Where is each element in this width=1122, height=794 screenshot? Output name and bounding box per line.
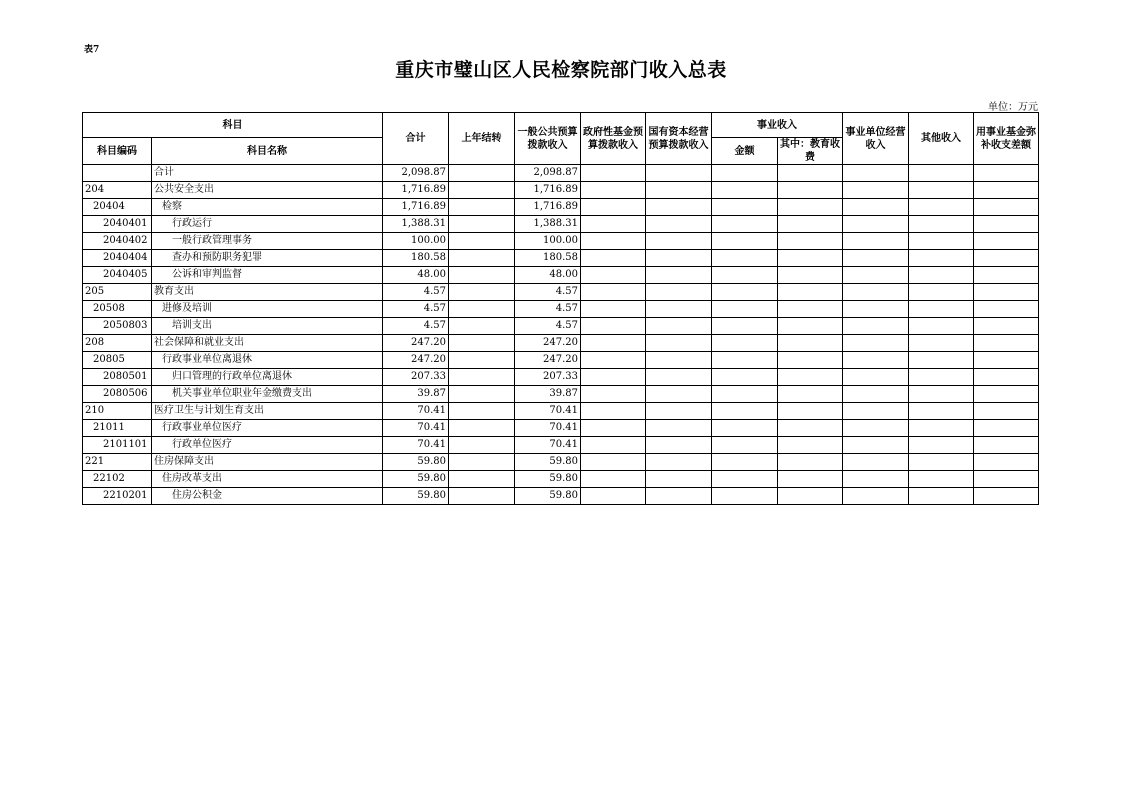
edu-fee-cell (778, 420, 843, 437)
edu-fee-cell (778, 199, 843, 216)
fund-balance-cell (974, 437, 1039, 454)
header-subject: 科目 (83, 113, 383, 138)
subject-name-cell: 归口管理的行政单位离退休 (152, 369, 383, 386)
general-budget-cell: 70.41 (515, 437, 581, 454)
fund-balance-cell (974, 318, 1039, 335)
gov-fund-cell (581, 386, 646, 403)
total-cell: 59.80 (383, 454, 449, 471)
table-row (83, 454, 1039, 471)
header-business-income: 事业收入 (712, 113, 843, 138)
table-row (83, 267, 1039, 284)
subject-code-cell: 208 (83, 335, 152, 352)
carryover-cell (449, 284, 515, 301)
fund-balance-cell (974, 488, 1039, 505)
subject-code-cell: 2040402 (83, 233, 152, 250)
fund-balance-cell (974, 199, 1039, 216)
subject-name-cell: 机关事业单位职业年金缴费支出 (152, 386, 383, 403)
carryover-cell (449, 352, 515, 369)
subject-code-cell: 210 (83, 403, 152, 420)
general-budget-cell: 59.80 (515, 454, 581, 471)
unit-operation-cell (843, 233, 909, 250)
fund-balance-cell (974, 386, 1039, 403)
subject-name-cell: 住房保障支出 (152, 454, 383, 471)
fund-balance-cell (974, 250, 1039, 267)
state-capital-cell (646, 199, 712, 216)
unit-operation-cell (843, 216, 909, 233)
subject-name-cell: 教育支出 (152, 284, 383, 301)
other-income-cell (909, 165, 974, 182)
fund-balance-cell (974, 267, 1039, 284)
gov-fund-cell (581, 420, 646, 437)
table-row (83, 386, 1039, 403)
table-row (83, 284, 1039, 301)
general-budget-cell: 207.33 (515, 369, 581, 386)
edu-fee-cell (778, 284, 843, 301)
subject-name-cell: 进修及培训 (152, 301, 383, 318)
carryover-cell (449, 454, 515, 471)
edu-fee-cell (778, 267, 843, 284)
state-capital-cell (646, 250, 712, 267)
state-capital-cell (646, 233, 712, 250)
subject-code-cell: 22102 (83, 471, 152, 488)
business-amount-cell (712, 352, 778, 369)
total-cell: 1,716.89 (383, 182, 449, 199)
total-cell: 1,716.89 (383, 199, 449, 216)
subject-code-cell: 204 (83, 182, 152, 199)
fund-balance-cell (974, 284, 1039, 301)
other-income-cell (909, 301, 974, 318)
subject-code-cell: 221 (83, 454, 152, 471)
business-amount-cell (712, 471, 778, 488)
header-state-capital: 国有资本经营预算拨款收入 (646, 113, 712, 165)
gov-fund-cell (581, 454, 646, 471)
unit-operation-cell (843, 335, 909, 352)
carryover-cell (449, 403, 515, 420)
table-row (83, 216, 1039, 233)
unit-operation-cell (843, 182, 909, 199)
business-amount-cell (712, 301, 778, 318)
subject-name-cell: 合计 (152, 165, 383, 182)
state-capital-cell (646, 216, 712, 233)
table-number-label: 表7 (84, 45, 100, 55)
general-budget-cell: 2,098.87 (515, 165, 581, 182)
unit-operation-cell (843, 318, 909, 335)
general-budget-cell: 4.57 (515, 301, 581, 318)
total-cell: 59.80 (383, 471, 449, 488)
carryover-cell (449, 199, 515, 216)
fund-balance-cell (974, 233, 1039, 250)
gov-fund-cell (581, 488, 646, 505)
edu-fee-cell (778, 301, 843, 318)
edu-fee-cell (778, 403, 843, 420)
total-cell: 2,098.87 (383, 165, 449, 182)
fund-balance-cell (974, 301, 1039, 318)
other-income-cell (909, 369, 974, 386)
subject-name-cell: 行政事业单位离退休 (152, 352, 383, 369)
subject-name-cell: 一般行政管理事务 (152, 233, 383, 250)
business-amount-cell (712, 233, 778, 250)
subject-name-cell: 住房公积金 (152, 488, 383, 505)
subject-name-cell: 公共安全支出 (152, 182, 383, 199)
table-row (83, 437, 1039, 454)
edu-fee-cell (778, 250, 843, 267)
gov-fund-cell (581, 301, 646, 318)
carryover-cell (449, 301, 515, 318)
business-amount-cell (712, 318, 778, 335)
subject-name-cell: 查办和预防职务犯罪 (152, 250, 383, 267)
total-cell: 59.80 (383, 488, 449, 505)
unit-operation-cell (843, 471, 909, 488)
total-cell: 180.58 (383, 250, 449, 267)
business-amount-cell (712, 454, 778, 471)
unit-operation-cell (843, 284, 909, 301)
state-capital-cell (646, 267, 712, 284)
general-budget-cell: 100.00 (515, 233, 581, 250)
header-subject-code: 科目编码 (83, 138, 152, 165)
subject-name-cell: 行政单位医疗 (152, 437, 383, 454)
edu-fee-cell (778, 454, 843, 471)
gov-fund-cell (581, 182, 646, 199)
other-income-cell (909, 216, 974, 233)
header-gov-fund: 政府性基金预算拨款收入 (581, 113, 646, 165)
state-capital-cell (646, 301, 712, 318)
table-row (83, 182, 1039, 199)
carryover-cell (449, 437, 515, 454)
other-income-cell (909, 233, 974, 250)
subject-name-cell: 社会保障和就业支出 (152, 335, 383, 352)
unit-operation-cell (843, 199, 909, 216)
carryover-cell (449, 420, 515, 437)
unit-operation-cell (843, 165, 909, 182)
table-row (83, 471, 1039, 488)
general-budget-cell: 59.80 (515, 471, 581, 488)
general-budget-cell: 180.58 (515, 250, 581, 267)
other-income-cell (909, 335, 974, 352)
subject-name-cell: 检察 (152, 199, 383, 216)
subject-name-cell: 住房改革支出 (152, 471, 383, 488)
other-income-cell (909, 471, 974, 488)
edu-fee-cell (778, 471, 843, 488)
other-income-cell (909, 182, 974, 199)
edu-fee-cell (778, 182, 843, 199)
edu-fee-cell (778, 216, 843, 233)
unit-operation-cell (843, 352, 909, 369)
fund-balance-cell (974, 420, 1039, 437)
unit-operation-cell (843, 250, 909, 267)
subject-code-cell (83, 165, 152, 182)
table-row (83, 403, 1039, 420)
edu-fee-cell (778, 437, 843, 454)
general-budget-cell: 4.57 (515, 318, 581, 335)
header-edu-fee: 其中：教育收费 (778, 138, 843, 165)
business-amount-cell (712, 420, 778, 437)
gov-fund-cell (581, 369, 646, 386)
other-income-cell (909, 352, 974, 369)
business-amount-cell (712, 267, 778, 284)
edu-fee-cell (778, 352, 843, 369)
subject-code-cell: 20508 (83, 301, 152, 318)
state-capital-cell (646, 284, 712, 301)
business-amount-cell (712, 165, 778, 182)
table-row (83, 250, 1039, 267)
business-amount-cell (712, 199, 778, 216)
general-budget-cell: 247.20 (515, 352, 581, 369)
general-budget-cell: 48.00 (515, 267, 581, 284)
other-income-cell (909, 454, 974, 471)
state-capital-cell (646, 386, 712, 403)
unit-operation-cell (843, 488, 909, 505)
gov-fund-cell (581, 165, 646, 182)
general-budget-cell: 1,716.89 (515, 199, 581, 216)
gov-fund-cell (581, 250, 646, 267)
state-capital-cell (646, 420, 712, 437)
gov-fund-cell (581, 335, 646, 352)
business-amount-cell (712, 403, 778, 420)
table-row (83, 488, 1039, 505)
income-summary-table (82, 112, 1039, 505)
other-income-cell (909, 386, 974, 403)
unit-operation-cell (843, 403, 909, 420)
subject-name-cell: 行政事业单位医疗 (152, 420, 383, 437)
general-budget-cell: 247.20 (515, 335, 581, 352)
header-carryover: 上年结转 (449, 113, 515, 165)
carryover-cell (449, 216, 515, 233)
header-general-budget: 一般公共预算拨款收入 (515, 113, 581, 165)
general-budget-cell: 70.41 (515, 420, 581, 437)
state-capital-cell (646, 471, 712, 488)
gov-fund-cell (581, 318, 646, 335)
general-budget-cell: 70.41 (515, 403, 581, 420)
other-income-cell (909, 403, 974, 420)
business-amount-cell (712, 216, 778, 233)
unit-operation-cell (843, 454, 909, 471)
header-amount: 金额 (712, 138, 778, 165)
edu-fee-cell (778, 488, 843, 505)
business-amount-cell (712, 250, 778, 267)
general-budget-cell: 59.80 (515, 488, 581, 505)
total-cell: 48.00 (383, 267, 449, 284)
unit-operation-cell (843, 267, 909, 284)
edu-fee-cell (778, 318, 843, 335)
table-row (83, 301, 1039, 318)
other-income-cell (909, 199, 974, 216)
gov-fund-cell (581, 352, 646, 369)
table-row (83, 335, 1039, 352)
table-body (83, 165, 1039, 505)
header-subject-name: 科目名称 (152, 138, 383, 165)
business-amount-cell (712, 182, 778, 199)
carryover-cell (449, 318, 515, 335)
state-capital-cell (646, 437, 712, 454)
other-income-cell (909, 284, 974, 301)
total-cell: 4.57 (383, 284, 449, 301)
table-header (83, 113, 1039, 165)
other-income-cell (909, 488, 974, 505)
subject-code-cell: 20805 (83, 352, 152, 369)
subject-code-cell: 2040404 (83, 250, 152, 267)
carryover-cell (449, 165, 515, 182)
fund-balance-cell (974, 454, 1039, 471)
total-cell: 39.87 (383, 386, 449, 403)
subject-code-cell: 2080506 (83, 386, 152, 403)
fund-balance-cell (974, 352, 1039, 369)
fund-balance-cell (974, 471, 1039, 488)
unit-operation-cell (843, 301, 909, 318)
header-unit-operation: 事业单位经营收入 (843, 113, 909, 165)
business-amount-cell (712, 386, 778, 403)
subject-code-cell: 2050803 (83, 318, 152, 335)
table-row (83, 199, 1039, 216)
edu-fee-cell (778, 386, 843, 403)
subject-name-cell: 培训支出 (152, 318, 383, 335)
fund-balance-cell (974, 403, 1039, 420)
state-capital-cell (646, 488, 712, 505)
gov-fund-cell (581, 216, 646, 233)
carryover-cell (449, 182, 515, 199)
general-budget-cell: 1,388.31 (515, 216, 581, 233)
header-fund-balance: 用事业基金弥补收支差额 (974, 113, 1039, 165)
gov-fund-cell (581, 437, 646, 454)
total-cell: 247.20 (383, 335, 449, 352)
table-row (83, 165, 1039, 182)
total-cell: 100.00 (383, 233, 449, 250)
subject-code-cell: 2101101 (83, 437, 152, 454)
carryover-cell (449, 267, 515, 284)
state-capital-cell (646, 182, 712, 199)
header-other-income: 其他收入 (909, 113, 974, 165)
other-income-cell (909, 420, 974, 437)
gov-fund-cell (581, 233, 646, 250)
total-cell: 70.41 (383, 403, 449, 420)
table-row (83, 318, 1039, 335)
unit-operation-cell (843, 420, 909, 437)
state-capital-cell (646, 369, 712, 386)
carryover-cell (449, 233, 515, 250)
fund-balance-cell (974, 369, 1039, 386)
gov-fund-cell (581, 267, 646, 284)
unit-operation-cell (843, 437, 909, 454)
total-cell: 1,388.31 (383, 216, 449, 233)
table-row (83, 352, 1039, 369)
state-capital-cell (646, 318, 712, 335)
subject-code-cell: 21011 (83, 420, 152, 437)
business-amount-cell (712, 335, 778, 352)
unit-operation-cell (843, 369, 909, 386)
state-capital-cell (646, 403, 712, 420)
unit-operation-cell (843, 386, 909, 403)
carryover-cell (449, 335, 515, 352)
general-budget-cell: 39.87 (515, 386, 581, 403)
carryover-cell (449, 488, 515, 505)
subject-code-cell: 2080501 (83, 369, 152, 386)
fund-balance-cell (974, 335, 1039, 352)
business-amount-cell (712, 284, 778, 301)
state-capital-cell (646, 454, 712, 471)
carryover-cell (449, 471, 515, 488)
fund-balance-cell (974, 216, 1039, 233)
edu-fee-cell (778, 335, 843, 352)
carryover-cell (449, 369, 515, 386)
business-amount-cell (712, 437, 778, 454)
edu-fee-cell (778, 369, 843, 386)
subject-code-cell: 20404 (83, 199, 152, 216)
other-income-cell (909, 250, 974, 267)
subject-name-cell: 行政运行 (152, 216, 383, 233)
subject-code-cell: 2040401 (83, 216, 152, 233)
carryover-cell (449, 386, 515, 403)
unit-label: 单位：万元 (988, 102, 1038, 113)
subject-name-cell: 公诉和审判监督 (152, 267, 383, 284)
state-capital-cell (646, 352, 712, 369)
other-income-cell (909, 267, 974, 284)
fund-balance-cell (974, 165, 1039, 182)
total-cell: 70.41 (383, 437, 449, 454)
state-capital-cell (646, 335, 712, 352)
general-budget-cell: 1,716.89 (515, 182, 581, 199)
total-cell: 70.41 (383, 420, 449, 437)
subject-code-cell: 205 (83, 284, 152, 301)
subject-code-cell: 2210201 (83, 488, 152, 505)
total-cell: 247.20 (383, 352, 449, 369)
edu-fee-cell (778, 233, 843, 250)
subject-code-cell: 2040405 (83, 267, 152, 284)
table-row (83, 233, 1039, 250)
gov-fund-cell (581, 471, 646, 488)
gov-fund-cell (581, 284, 646, 301)
business-amount-cell (712, 369, 778, 386)
business-amount-cell (712, 488, 778, 505)
other-income-cell (909, 437, 974, 454)
subject-name-cell: 医疗卫生与计划生育支出 (152, 403, 383, 420)
total-cell: 4.57 (383, 318, 449, 335)
gov-fund-cell (581, 199, 646, 216)
table-row (83, 420, 1039, 437)
total-cell: 4.57 (383, 301, 449, 318)
fund-balance-cell (974, 182, 1039, 199)
general-budget-cell: 4.57 (515, 284, 581, 301)
page-title: 重庆市璧山区人民检察院部门收入总表 (395, 59, 727, 81)
carryover-cell (449, 250, 515, 267)
table-row (83, 369, 1039, 386)
gov-fund-cell (581, 403, 646, 420)
other-income-cell (909, 318, 974, 335)
edu-fee-cell (778, 165, 843, 182)
state-capital-cell (646, 165, 712, 182)
header-total: 合计 (383, 113, 449, 165)
total-cell: 207.33 (383, 369, 449, 386)
